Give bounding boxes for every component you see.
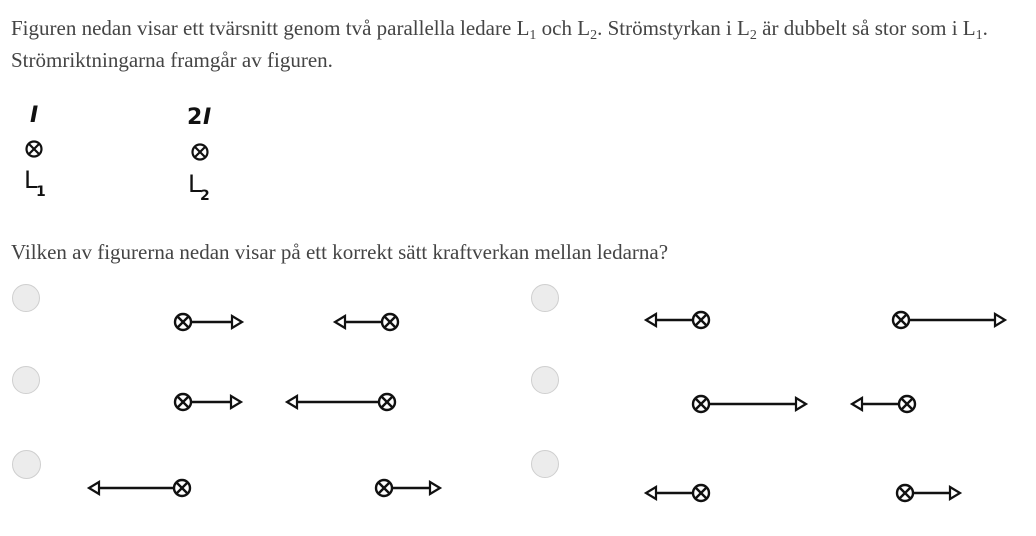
answer-prompt: Vilken av figurerna nedan visar på ett korrekt sätt kraftverkan mellan ledarna? [11, 240, 669, 264]
question-part: . Strömstyrkan i L [597, 16, 750, 40]
current-label-l1: I [30, 103, 39, 128]
force-arrow-head [852, 398, 862, 410]
conductor-sub-l2: 2 [200, 188, 210, 204]
conductor-icon [693, 396, 709, 412]
conductor-icon [899, 396, 915, 412]
conductor-icon [175, 314, 191, 330]
subscript: 2 [590, 28, 598, 43]
option-b-figure [646, 312, 1005, 328]
force-arrow-head [231, 396, 241, 408]
conductor-icon [175, 394, 191, 410]
option-f-figure [646, 485, 960, 501]
force-arrow-head [646, 314, 656, 326]
question-part: och L [536, 16, 591, 40]
force-arrow-head [796, 398, 806, 410]
question-part: Figuren nedan visar ett tvärsnitt genom två parallella ledare L [11, 16, 530, 40]
option-e-figure [89, 480, 440, 496]
conductor-icon [893, 312, 909, 328]
option-a-figure [175, 314, 398, 330]
conductor-icon [382, 314, 398, 330]
conductor-icon [693, 312, 709, 328]
subscript: 2 [749, 28, 757, 43]
option-d-figure [693, 396, 915, 412]
force-arrow-head [950, 487, 960, 499]
conductor-label-l2: L [188, 170, 202, 198]
force-arrow-head [287, 396, 297, 408]
current-prefix-l2: 2 [187, 105, 203, 130]
question-part: är dubbelt så stor som i L [756, 16, 976, 40]
force-arrow-head [646, 487, 656, 499]
option-c-figure [175, 394, 395, 410]
conductor-icon [174, 480, 190, 496]
conductor-icon [897, 485, 913, 501]
force-arrow-head [430, 482, 440, 494]
conductor-label-l1: L [24, 166, 38, 194]
force-arrow-head [232, 316, 242, 328]
conductor-icon [376, 480, 392, 496]
force-arrow-head [335, 316, 345, 328]
question-part: . Strömriktningarna framgår av figuren. [11, 16, 988, 72]
conductor-icon [379, 394, 395, 410]
conductor-sub-l1: 1 [36, 184, 46, 200]
subscript: 1 [529, 28, 537, 43]
conductor-icon [693, 485, 709, 501]
force-arrow-head [89, 482, 99, 494]
subscript: 1 [975, 28, 983, 43]
current-label-l2: I [203, 105, 212, 130]
force-arrow-head [995, 314, 1005, 326]
